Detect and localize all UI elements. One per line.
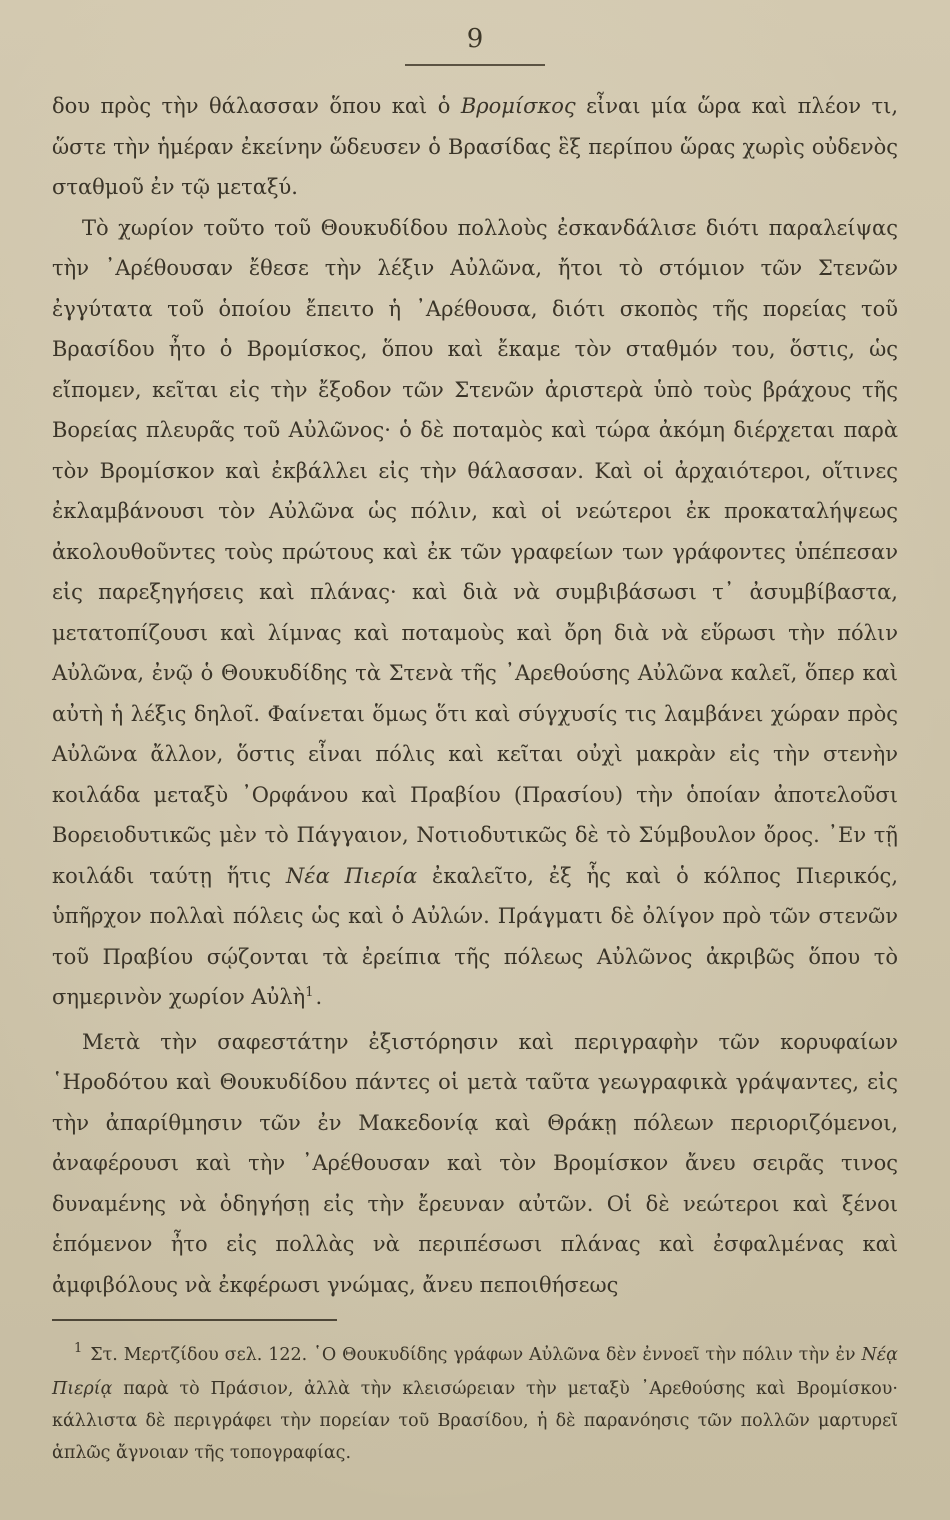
text-segment: Μετὰ τὴν σαφεστάτην ἐξιστόρησιν καὶ περιγραφὴν τῶν κορυφαίων ῾Ηροδότου καὶ Θουκυδίδου πάντες οἱ μετὰ ταῦτα γεωγραφικὰ γράψαντες, εἰς τὴν ἀπαρίθμησιν τῶν ἐν Μακεδονίᾳ καὶ Θράκῃ πόλεων περιοριζόμενοι, ἀναφέρουσι καὶ τὴν ᾿Αρέθουσαν καὶ τὸν Βρομίσκον ἄνευ σειρᾶς τινος δυναμένης νὰ ὁδηγήσῃ εἰς τὴν ἔρευναν αὐτῶν. Οἱ δὲ νεώτεροι καὶ ξένοι ἑπόμενον ἦτο εἰς πολλὰς νὰ περιπέσωσι πλάνας καὶ ἐσφαλμένας καὶ ἀμφιβόλους νὰ ἐκφέρωσι γνώμας, ἄνευ πεποιθήσεως bbox=[52, 1029, 898, 1297]
italic-place-name: Νέα Πιερία bbox=[285, 863, 418, 888]
footnote-rule bbox=[52, 1319, 337, 1321]
text-segment: Τὸ χωρίον τοῦτο τοῦ Θουκυδίδου πολλοὺς ἐσκανδάλισε διότι παραλείψας τὴν ᾿Αρέθουσαν ἔθεσε τὴν λέξιν Αὐλῶνα, ἤτοι τὸ στόμιον τῶν Στενῶν ἐγγύτατα τοῦ ὁποίου ἔπειτο ἡ ᾿Αρέθουσα, διότι σκοπὸς τῆς πορείας τοῦ Βρασίδου ἦτο ὁ Βρομίσκος, ὅπου καὶ ἔκαμε τὸν σταθμόν του, ὅστις, ὡς εἴπομεν, κεῖται εἰς τὴν ἔξοδον τῶν Στενῶν ἀριστερὰ ὑπὸ τοὺς βράχους τῆς Βορείας πλευρᾶς τοῦ Αὐλῶνος· ὁ δὲ ποταμὸς καὶ τώρα ἀκόμη διέρχεται παρὰ τὸν Βρομίσκον καὶ ἐκβάλλει εἰς τὴν θάλασσαν. Καὶ οἱ ἀρχαιότεροι, οἵτινες ἐκλαμβάνουσι τὸν Αὐλῶνα ὡς πόλιν, καὶ οἱ νεώτεροι ἐκ προκαταλήψεως ἀκολουθοῦντες τοὺς πρώτους καὶ ἐκ τῶν γραφείων των γράφοντες ὑπέπεσαν εἰς παρεξηγήσεις καὶ πλάνας· καὶ διὰ νὰ συμβιβάσωσι τ᾿ ἀσυμβίβαστα, μετατοπίζουσι καὶ λίμνας καὶ ποταμοὺς καὶ ὄρη διὰ νὰ εὕρωσι τὴν πόλιν Αὐλῶνα, ἐνῷ ὁ Θουκυδίδης τὰ Στενὰ τῆς ᾿Αρεθούσης Αὐλῶνα καλεῖ, ὅπερ καὶ αὐτὴ ἡ λέξις δηλοῖ. Φαίνεται ὅμως ὅτι καὶ σύγχυσίς τις λαμβάνει χώραν πρὸς Αὐλῶνα ἄλλον, ὅστις εἶναι πόλις καὶ κεῖται οὐχὶ μακρὰν εἰς τὴν στενὴν κοιλάδα μεταξὺ ᾿Ορφάνου καὶ Πραβίου (Πρασίου) τὴν ὁποίαν ἀποτελοῦσι Βορειοδυτικῶς μὲν τὸ Πάγγαιον, Νοτιοδυτικῶς δὲ τὸ Σύμβουλον ὄρος. ᾿Εν τῇ κοιλάδι ταύτῃ ἥτις bbox=[52, 215, 898, 888]
text-segment: . bbox=[315, 985, 323, 1009]
text-segment: Στ. Μερτζίδου σελ. 122. ῾Ο Θουκυδίδης γράφων Αὐλῶνα δὲν ἐννοεῖ τὴν πόλιν τὴν ἐν bbox=[84, 1345, 862, 1365]
text-segment: δου πρὸς τὴν θάλασσαν ὅπου καὶ ὁ bbox=[52, 94, 461, 118]
italic-place-name: Βρομίσκος bbox=[460, 94, 576, 118]
italic-place-name: Νέᾳ Πιερίᾳ bbox=[52, 1345, 898, 1399]
text-segment: εἶναι μία ὥρα καὶ πλέον τι, ὥστε τὴν ἡμέραν ἐκείνην ὥδευσεν ὁ Βρασίδας ἓξ περίπου ὥρας χωρὶς οὐδενὸς σταθμοῦ ἐν τῷ μεταξύ. bbox=[52, 94, 899, 199]
header-rule bbox=[405, 64, 545, 66]
footnote-reference: 1 bbox=[305, 985, 314, 1000]
footnote-marker: 1 bbox=[74, 1341, 83, 1356]
paragraph-2 bbox=[52, 208, 898, 1022]
paragraph-3 bbox=[52, 1022, 898, 1306]
page-number: 9 bbox=[466, 24, 484, 54]
paragraph-1 bbox=[52, 86, 898, 208]
text-segment: παρὰ τὸ Πράσιον, ἀλλὰ τὴν κλεισώρειαν τὴν μεταξὺ ᾿Αρεθούσης καὶ Βρομίσκου· κάλλιστα δὲ περιγράφει τὴν πορείαν τοῦ Βρασίδου, ἡ δὲ παρανόησις τῶν πολλῶν μαρτυρεῖ ἁπλῶς ἄγνοιαν τῆς τοπογραφίας. bbox=[52, 1379, 898, 1463]
footnote bbox=[52, 1339, 898, 1469]
body-text bbox=[52, 86, 898, 1305]
text-segment: ἐκαλεῖτο, ἐξ ἧς καὶ ὁ κόλπος Πιερικός, ὑπῆρχον πολλαὶ πόλεις ὡς καὶ ὁ Αὐλών. Πράγματι δὲ ὀλίγον πρὸ τῶν στενῶν τοῦ Πραβίου σῴζονται τὰ ἐρείπια τῆς πόλεως Αὐλῶνος ἀκριβῶς ὅπου τὸ σημερινὸν χωρίον Αὐλὴ bbox=[52, 863, 898, 1009]
